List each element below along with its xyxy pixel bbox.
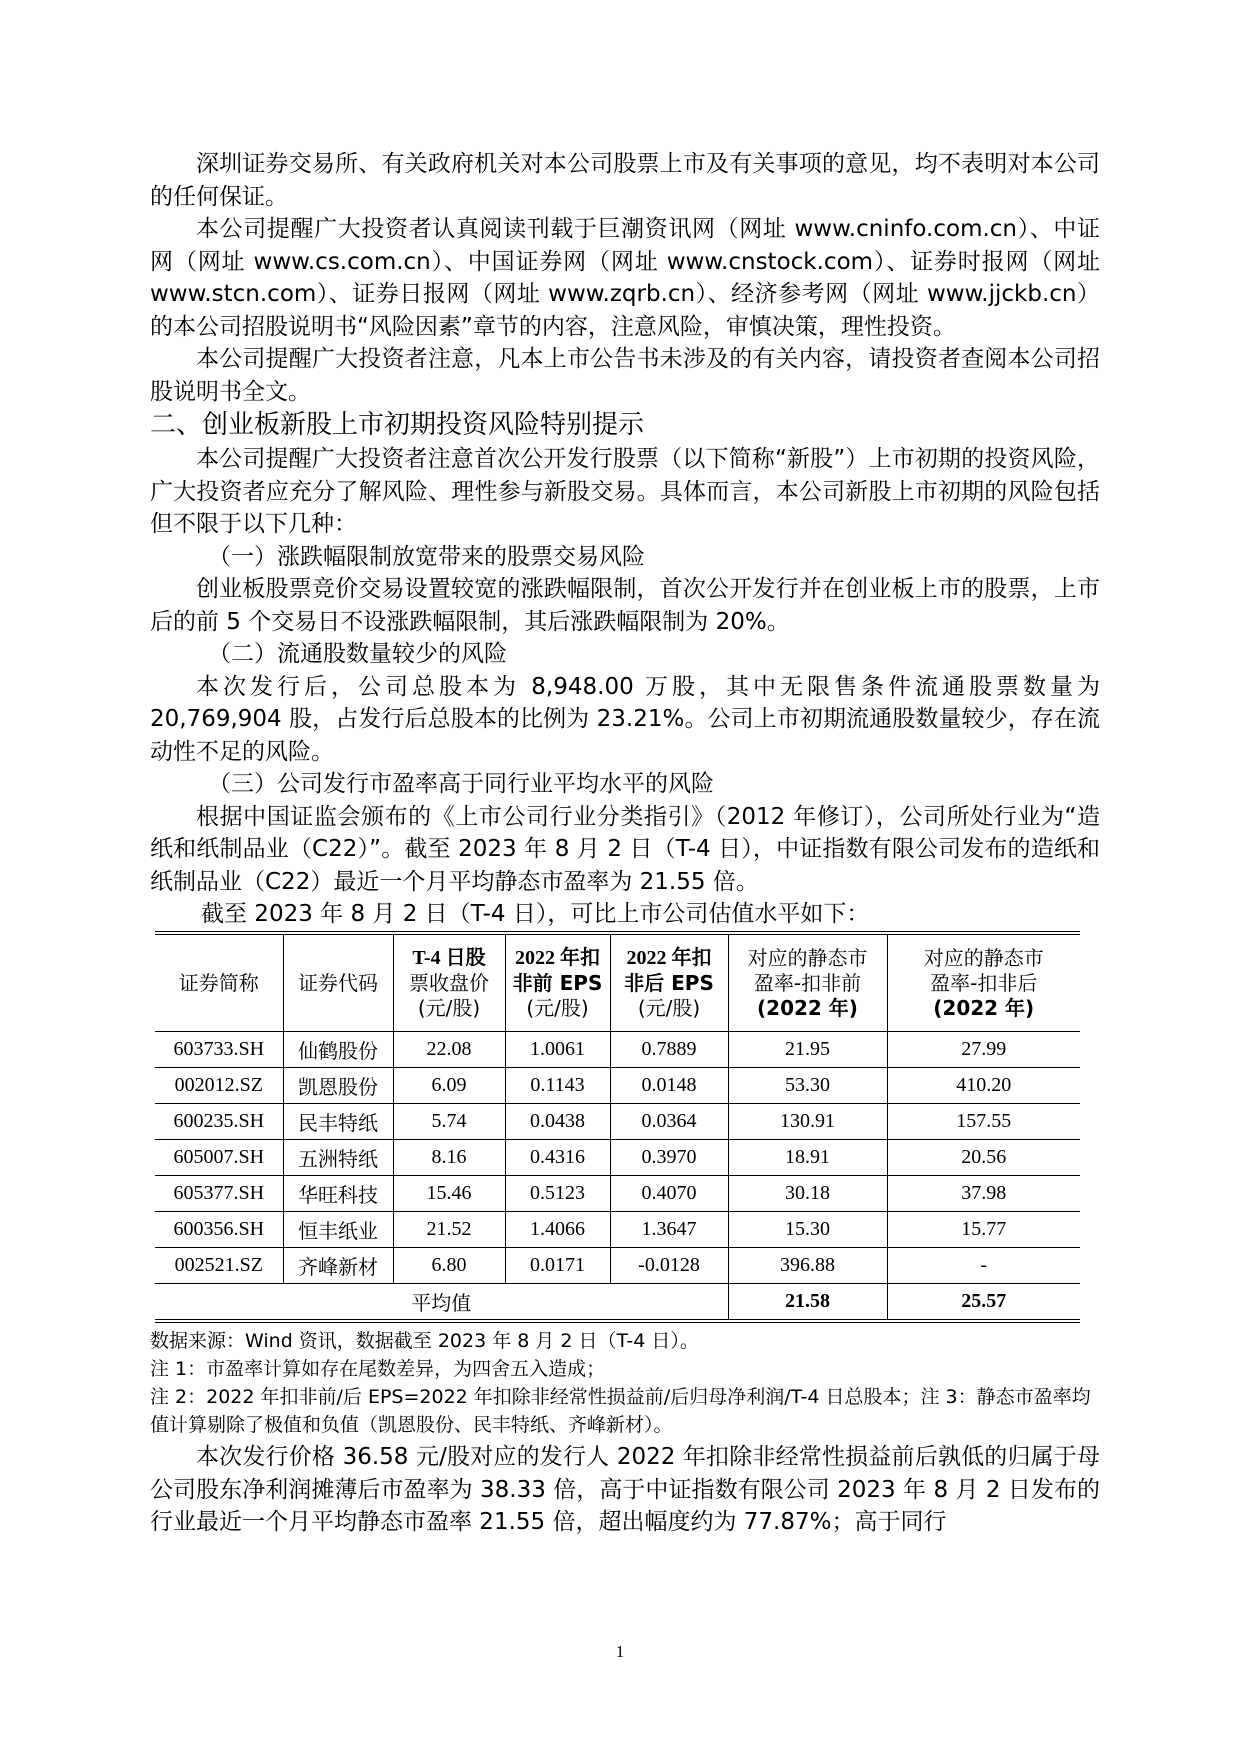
note-2-3: 注 2：2022 年扣非前/后 EPS=2022 年扣除非经常性损益前/后归母净利润/T-4 日总股本；注 3：静态市盈率均值计算剔除了极值和负值（凯恩股份、民丰特纸、齐峰新材）。 [150,1386,1091,1436]
cell-eps-pre: 0.0171 [505,1248,610,1284]
page-number: 1 [615,1642,625,1661]
subheading-price-limit-risk: （一）涨跌幅限制放宽带来的股票交易风险 [208,543,645,570]
cell-eps-post: 0.3970 [610,1140,728,1176]
table-row [155,1104,1080,1140]
cell-code: 002521.SZ [155,1248,283,1284]
header-eps-post: 2022 年扣 非后 EPS (元/股) [610,933,728,1032]
cell-code: 600235.SH [155,1104,283,1140]
cell-price: 8.16 [393,1140,505,1176]
cell-price: 6.80 [393,1248,505,1284]
section-title: 二、创业板新股上市初期投资风险特别提示 [150,410,645,440]
table-row [155,1212,1080,1248]
cell-pe-pre: 30.18 [728,1176,887,1212]
cell-pe-pre: 18.91 [728,1140,887,1176]
table-caption: 截至 2023 年 8 月 2 日（T-4 日），可比上市公司估值水平如下： [201,901,870,927]
table-row [155,1068,1080,1104]
table-row [155,1032,1080,1068]
cell-code: 002012.SZ [155,1068,283,1104]
paragraph-risk-intro: 本公司提醒广大投资者注意首次公开发行股票（以下简称“新股”）上市初期的投资风险，广大投资者应充分了解风险、理性参与新股交易。具体而言，本公司新股上市初期的风险包括但不限于以下几种： [150,446,1100,537]
table-header-row [155,933,1080,1032]
cell-pe-pre: 15.30 [728,1212,887,1248]
table-row [155,1176,1080,1212]
cell-eps-pre: 0.5123 [505,1176,610,1212]
cell-eps-post: -0.0128 [610,1248,728,1284]
cell-price: 15.46 [393,1176,505,1212]
cell-pe-pre: 130.91 [728,1104,887,1140]
cell-eps-post: 0.7889 [610,1032,728,1068]
cell-eps-post: 0.4070 [610,1176,728,1212]
cell-pe-pre: 396.88 [728,1248,887,1284]
cell-price: 5.74 [393,1104,505,1140]
table-row [155,1140,1080,1176]
cell-name: 五洲特纸 [283,1140,393,1176]
average-pe-post: 25.57 [887,1284,1080,1322]
cell-name: 凯恩股份 [283,1068,393,1104]
header-pe-post: 对应的静态市 盈率-扣非后 (2022 年) [887,933,1080,1032]
cell-pe-post: 157.55 [887,1104,1080,1140]
subheading-pe-risk: （三）公司发行市盈率高于同行业平均水平的风险 [208,771,714,797]
cell-pe-post: 27.99 [887,1032,1080,1068]
cell-pe-post: 20.56 [887,1140,1080,1176]
paragraph-industry-pe: 根据中国证监会颁布的《上市公司行业分类指引》（2012 年修订），公司所处行业为“造纸和纸制品业（C22）”。截至 2023 年 8 月 2 日（T-4 日），中证指数有限公司发布的造纸和纸制品业（C22）最近一个月平均静态市盈率为 21.55 倍。 [150,803,1100,895]
valuation-table [155,931,1080,1323]
cell-code: 605377.SH [155,1176,283,1212]
paragraph-float-shares: 本次发行后，公司总股本为 8,948.00 万股，其中无限售条件流通股票数量为 20,769,904 股，占发行后总股本的比例为 23.21%。公司上市初期流通股数量较少，存在流动性不足的风险。 [150,673,1100,765]
note-1: 注 1：市盈率计算如存在尾数差异，为四舍五入造成； [150,1358,606,1380]
cell-eps-pre: 1.4066 [505,1212,610,1248]
cell-eps-post: 0.0148 [610,1068,728,1104]
paragraph-exchange-disclaimer: 深圳证券交易所、有关政府机关对本公司股票上市及有关事项的意见，均不表明对本公司的任何保证。 [150,151,1100,210]
cell-name: 华旺科技 [283,1176,393,1212]
subheading-float-risk: （二）流通股数量较少的风险 [208,641,507,667]
cell-eps-pre: 0.4316 [505,1140,610,1176]
paragraph-read-prospectus: 本公司提醒广大投资者认真阅读刊载于巨潮资讯网（网址 www.cninfo.com.cn）、中证网（网址 www.cs.com.cn）、中国证券网（网址 www.cnstock.com）、证券时报网（网址 www.stcn.com）、证券日报网（网址 www.zqrb.cn）、经济参考网（网址 www.jjckb.cn）的本公司招股说明书“风险因素”章节的内容，注意风险，审慎决策，理性投资。 [150,216,1100,340]
cell-code: 605007.SH [155,1140,283,1176]
document-page [150,148,1100,1539]
cell-name: 恒丰纸业 [283,1212,393,1248]
cell-name: 齐峰新材 [283,1248,393,1284]
cell-name: 民丰特纸 [283,1104,393,1140]
header-security-name: 证券简称 [155,933,283,1032]
cell-name: 仙鹤股份 [283,1032,393,1068]
cell-eps-post: 0.0364 [610,1104,728,1140]
cell-pe-post: 15.77 [887,1212,1080,1248]
cell-pe-pre: 53.30 [728,1068,887,1104]
cell-pe-pre: 21.95 [728,1032,887,1068]
cell-code: 600356.SH [155,1212,283,1248]
average-pe-pre: 21.58 [728,1284,887,1322]
table-row [155,1248,1080,1284]
data-source-note: 数据来源：Wind 资讯，数据截至 2023 年 8 月 2 日（T-4 日）。 [150,1330,699,1352]
cell-price: 21.52 [393,1212,505,1248]
cell-pe-post: 37.98 [887,1176,1080,1212]
table-average-row [155,1284,1080,1322]
cell-price: 22.08 [393,1032,505,1068]
paragraph-full-prospectus: 本公司提醒广大投资者注意，凡本上市公告书未涉及的有关内容，请投资者查阅本公司招股说明书全文。 [150,346,1100,405]
header-close-price: T-4 日股 票收盘价 (元/股) [393,933,505,1032]
header-security-code: 证券代码 [283,933,393,1032]
cell-pe-post: 410.20 [887,1068,1080,1104]
header-eps-pre: 2022 年扣 非前 EPS (元/股) [505,933,610,1032]
cell-eps-pre: 1.0061 [505,1032,610,1068]
cell-eps-pre: 0.0438 [505,1104,610,1140]
cell-eps-post: 1.3647 [610,1212,728,1248]
cell-eps-pre: 0.1143 [505,1068,610,1104]
cell-price: 6.09 [393,1068,505,1104]
average-label: 平均值 [155,1284,728,1322]
paragraph-price-limit: 创业板股票竞价交易设置较宽的涨跌幅限制，首次公开发行并在创业板上市的股票，上市后的前 5 个交易日不设涨跌幅限制，其后涨跌幅限制为 20%。 [150,576,1100,635]
cell-code: 603733.SH [155,1032,283,1068]
cell-pe-post: - [887,1248,1080,1284]
header-pe-pre: 对应的静态市 盈率-扣非前 (2022 年) [728,933,887,1032]
paragraph-issue-pe: 本次发行价格 36.58 元/股对应的发行人 2022 年扣除非经常性损益前后孰低的归属于母公司股东净利润摊薄后市盈率为 38.33 倍，高于中证指数有限公司 2023 年 8 月 2 日发布的行业最近一个月平均静态市盈率 21.55 倍，超出幅度约为 77.87%；高于同行 [150,1444,1100,1535]
